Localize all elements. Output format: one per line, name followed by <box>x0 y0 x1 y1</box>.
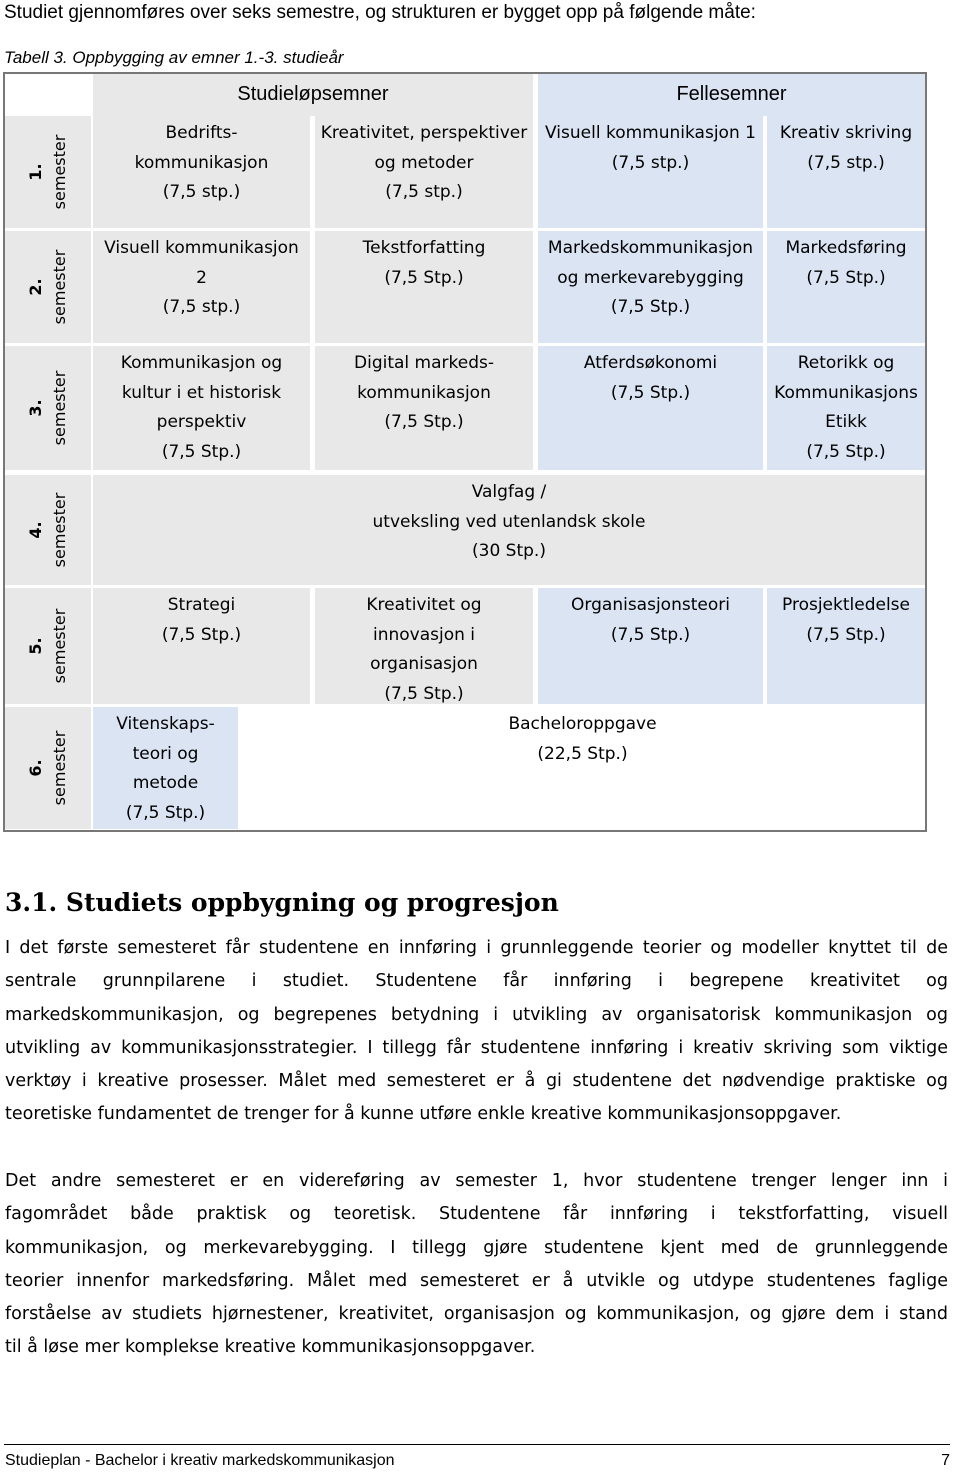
intro-text: Studiet gjennomføres over seks semestre, og strukturen er bygget opp på følgende måte: <box>4 2 756 23</box>
course-line: (7,5 stp.) <box>162 297 241 317</box>
page-number: 7 <box>941 1452 950 1469</box>
paragraph-1 <box>5 932 948 1132</box>
semester-number: 1. <box>26 163 45 181</box>
course-line: Bacheloroppgave <box>508 714 657 734</box>
course-line: og merkevarebygging <box>557 267 744 288</box>
course-line: Organisasjonsteori <box>571 595 730 615</box>
paragraph-line: kommunikasjon, og merkevarebygging. I tillegg gjøre studentene kjent med de grunnleggende <box>5 1237 948 1258</box>
course-line: (7,5 Stp.) <box>610 297 691 317</box>
course-kommunikasjon-og-kultur <box>93 346 310 470</box>
course-line: kultur i et historisk <box>121 382 282 403</box>
course-vitenskapsteori <box>93 707 238 829</box>
course-tekstforfatting <box>315 231 533 343</box>
course-bacheloroppgave <box>240 707 925 829</box>
course-line: metode <box>132 773 199 793</box>
course-kreativ-skriving <box>767 116 925 228</box>
paragraph-line: teoretiske fundamentet de trenger for å kunne utføre enkle kreative kommunikasjonsoppgaver. <box>5 1104 842 1125</box>
footer-text: Studieplan - Bachelor i kreativ markedskommunikasjon <box>5 1452 395 1469</box>
paragraph-line: markedskommunikasjon, og begrepenes betydning i utvikling av organisatorisk kommunikasjon og <box>5 1004 948 1025</box>
course-line: Visuell kommunikasjon 1 <box>545 123 756 143</box>
course-line: Markedsføring <box>785 238 907 258</box>
course-line: kommunikasjon <box>357 382 491 403</box>
course-strategi <box>93 588 310 704</box>
semester-word: semester <box>50 730 69 806</box>
course-line: Strategi <box>167 595 236 615</box>
semester-word: semester <box>50 249 69 325</box>
course-line: (7,5 Stp.) <box>806 267 886 288</box>
paragraph-line: sentrale grunnpilarene i studiet. Studentene får innføring i begrepene kreativitet og <box>5 971 948 992</box>
paragraph-line: utvikling av kommunikasjonsstrategier. I tillegg får studentene innføring i kreativ skriving som viktige <box>5 1037 948 1058</box>
semester-number: 5. <box>26 637 45 655</box>
semester-label-2 <box>5 231 91 343</box>
course-digital-markedskommunikasjon <box>315 346 533 470</box>
course-line: Markedskommunikasjon <box>547 238 754 258</box>
course-line: (22,5 Stp.) <box>537 743 628 764</box>
paragraph-line: forståelse av studiets hjørnestener, kreativitet, organisasjon og kommunikasjon, og gjøre dem i stand <box>5 1304 948 1325</box>
course-line: Digital markeds- <box>354 353 494 373</box>
course-kreativitet-perspektiver <box>315 116 533 228</box>
course-line: teori og <box>132 743 199 764</box>
course-line: (7,5 Stp.) <box>610 382 691 403</box>
course-line: Kreativ skriving <box>779 123 913 143</box>
semester-label-1 <box>5 116 91 228</box>
course-line: (7,5 stp.) <box>385 182 463 202</box>
course-line: Prosjektledelse <box>782 595 910 615</box>
semester-label-4 <box>5 475 91 585</box>
semester-number: 2. <box>26 278 45 296</box>
course-markedsforing <box>767 231 925 343</box>
course-line: (7,5 stp.) <box>611 152 690 173</box>
paragraph-2 <box>5 1165 948 1365</box>
course-line: perspektiv <box>156 412 247 432</box>
semester-word: semester <box>50 492 69 568</box>
header-fellesemner <box>538 74 925 116</box>
course-line: Atferdsøkonomi <box>583 353 718 373</box>
course-line: Kreativitet og <box>366 595 482 615</box>
course-line: (7,5 Stp.) <box>384 267 464 288</box>
section-title: 3.1. Studiets oppbygning og progresjon <box>5 888 559 917</box>
course-line: Kreativitet, perspektiver <box>320 123 528 143</box>
header-fellesemner-label: Fellesemner <box>676 83 787 106</box>
semester-number: 6. <box>26 759 45 777</box>
course-valgfag <box>93 475 925 585</box>
paragraph-line: teorier innenfor markedsføring. Målet med semesteret er å utvikle og utdype studentenes faglige <box>5 1270 948 1291</box>
semester-label-3 <box>5 346 91 470</box>
paragraph-line: til å løse mer komplekse kreative kommunikasjonsoppgaver. <box>5 1337 536 1358</box>
semester-number: 3. <box>26 399 45 417</box>
semester-label-5 <box>5 588 91 704</box>
course-line: Tekstforfatting <box>362 238 486 258</box>
course-line: Visuell kommunikasjon <box>104 238 299 258</box>
course-line: (7,5 Stp.) <box>161 624 242 645</box>
course-line: (7,5 Stp.) <box>384 683 464 704</box>
semester-label-6 <box>5 707 91 829</box>
page-footer <box>5 1452 950 1470</box>
course-prosjektledelse <box>767 588 925 704</box>
course-line: Etikk <box>825 412 867 432</box>
course-bedriftskommunikasjon <box>93 116 310 228</box>
header-studielop <box>93 74 533 116</box>
course-line: (7,5 stp.) <box>807 152 885 173</box>
semester-word: semester <box>50 370 69 446</box>
course-line: innovasjon i <box>372 624 476 645</box>
semester-number: 4. <box>26 521 45 539</box>
paragraph-line: fagområdet både praktisk og teoretisk. Studentene får innføring i tekstforfatting, visuell <box>5 1204 948 1225</box>
table-caption: Tabell 3. Oppbygging av emner 1.-3. studieår <box>4 48 344 67</box>
course-line: Kommunikasjon og <box>120 353 283 373</box>
paragraph-line: Det andre semesteret er en videreføring av semester 1, hvor studentene trenger lenger inn i <box>5 1171 948 1191</box>
course-retorikk <box>767 346 925 470</box>
course-organisasjonsteori <box>538 588 763 704</box>
course-line: Bedrifts- <box>165 123 238 143</box>
course-line: kommunikasjon <box>134 152 269 173</box>
header-studielop-label: Studieløpsemner <box>237 83 389 106</box>
course-atferdsokonomi <box>538 346 763 470</box>
footer-rule <box>4 1444 950 1445</box>
semester-word: semester <box>50 608 69 684</box>
course-visuell-kommunikasjon-2 <box>93 231 310 343</box>
course-line: Retorikk og <box>797 353 895 373</box>
course-line: og metoder <box>374 152 474 173</box>
course-line: (7,5 stp.) <box>162 182 241 202</box>
course-line: (30 Stp.) <box>472 541 546 561</box>
course-line: Kommunikasjons <box>774 382 918 403</box>
course-line: (7,5 Stp.) <box>806 441 886 462</box>
course-line: (7,5 Stp.) <box>806 624 886 645</box>
course-line: (7,5 Stp.) <box>161 441 242 462</box>
course-line: Vitenskaps- <box>116 714 215 734</box>
course-line: (7,5 Stp.) <box>125 802 206 823</box>
paragraph-line: I det første semesteret får studentene en innføring i grunnleggende teorier og modeller knyttet til de <box>5 938 948 958</box>
course-line: 2 <box>196 267 207 288</box>
course-line: utveksling ved utenlandsk skole <box>372 511 646 532</box>
course-markedskommunikasjon <box>538 231 763 343</box>
course-visuell-kommunikasjon-1 <box>538 116 763 228</box>
course-line: organisasjon <box>370 654 478 674</box>
paragraph-line: verktøy i kreative prosesser. Målet med semesteret er å gi studentene det nødvendige praktiske og <box>5 1071 948 1092</box>
course-line: (7,5 Stp.) <box>610 624 691 645</box>
semester-word: semester <box>50 134 69 210</box>
course-kreativitet-innovasjon <box>315 588 533 704</box>
course-line: Valgfag / <box>471 482 547 502</box>
course-line: (7,5 Stp.) <box>384 412 464 432</box>
